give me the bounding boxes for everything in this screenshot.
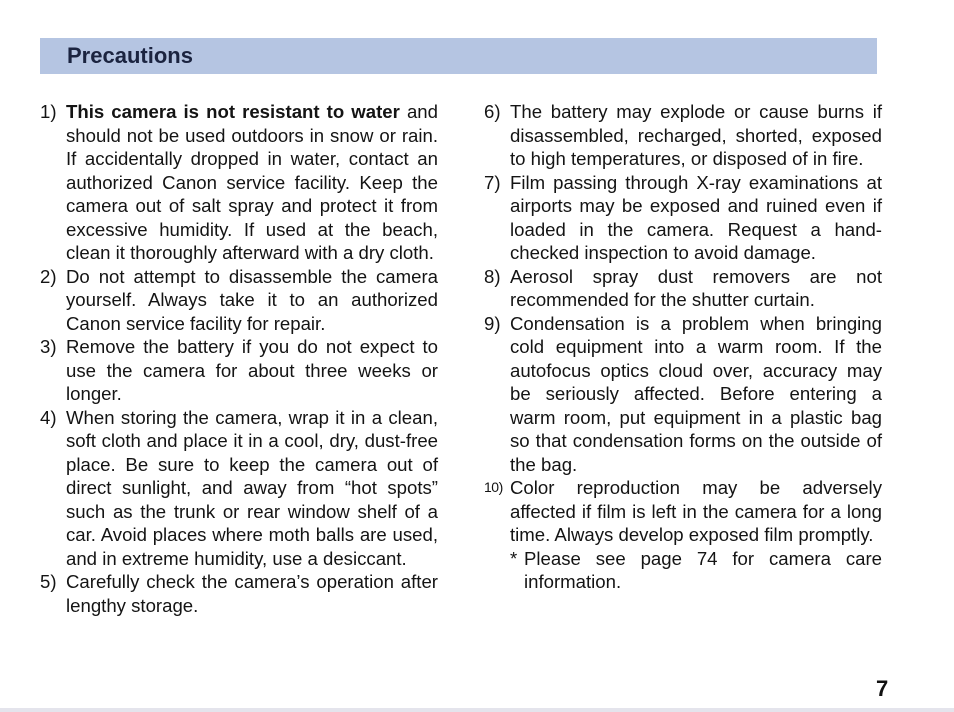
item-text: The battery may explode or cause burns if disassembled, recharged, shorted, exposed to high temperatures, or disposed of in fire. [510, 101, 882, 169]
item-lead: This camera is not resistant to water [66, 101, 400, 122]
precaution-item-2 [40, 265, 438, 336]
item-body: and should not be used outdoors in snow or rain. If accidentally dropped in water, contact an authorized Canon service facility. Keep the camera out of salt spray and protect it from excessive humidity. If used at the beach, clean it thoroughly afterward with a dry cloth. [66, 101, 438, 263]
note-text: Please see page 74 for camera care information. [524, 547, 882, 592]
precaution-item-10 [484, 476, 882, 547]
item-text: When storing the camera, wrap it in a clean, soft cloth and place it in a cool, dry, dust-free place. Be sure to keep the camera out of direct sunlight, and away from “hot spots” such as the trunk or rear window shelf of a car. Avoid places where moth balls are used, and in extreme humidity, use a desiccant. [66, 406, 438, 569]
item-text: Film passing through X-ray examinations at airports may be exposed and ruined even if loaded in the camera. Request a hand-checked inspection to avoid damage. [510, 171, 882, 263]
precaution-item-3 [40, 335, 438, 406]
page-number: 7 [876, 676, 889, 701]
item-text: Remove the battery if you do not expect to use the camera for about three weeks or longer. [66, 336, 438, 404]
item-text [66, 100, 438, 265]
left-column [40, 100, 438, 617]
precaution-item-8 [484, 265, 882, 312]
precaution-item-7 [484, 171, 882, 265]
item-text: Aerosol spray dust removers are not recommended for the shutter curtain. [510, 265, 882, 310]
item-number: 2) [40, 265, 57, 287]
item-number: 9) [484, 312, 501, 334]
right-column [484, 100, 882, 594]
asterisk-icon: * [510, 547, 518, 569]
precaution-item-4 [40, 406, 438, 571]
item-text: Color reproduction may be adversely affected if film is left in the camera for a long time. Always develop exposed film promptly. [510, 477, 882, 545]
precaution-item-6 [484, 100, 882, 171]
item-number: 7) [484, 171, 501, 193]
item-number: 3) [40, 336, 57, 357]
page-bottom-edge [0, 708, 954, 712]
precaution-item-1 [40, 100, 438, 265]
precaution-item-9 [484, 312, 882, 477]
section-header-bar [40, 38, 877, 74]
item-number: 5) [40, 571, 57, 592]
item-number: 8) [484, 265, 501, 287]
precaution-item-5 [40, 570, 438, 617]
item-text: Condensation is a problem when bringing cold equipment into a warm room. If the autofocus optics cloud over, accuracy may be seriously affected. Before entering a warm room, put equipment in a plastic bag so that condensation forms on the outside of the bag. [510, 312, 882, 475]
item-text: Do not attempt to disassemble the camera yourself. Always take it to an authorized Canon service facility for repair. [66, 265, 438, 334]
section-title: Precautions [67, 43, 193, 68]
item-number: 4) [40, 406, 57, 428]
item-number: 6) [484, 101, 501, 122]
item-text: Carefully check the camera’s operation after lengthy storage. [66, 571, 438, 616]
item-number: 10) [484, 479, 503, 495]
care-note [484, 547, 882, 594]
item-number: 1) [40, 101, 57, 122]
